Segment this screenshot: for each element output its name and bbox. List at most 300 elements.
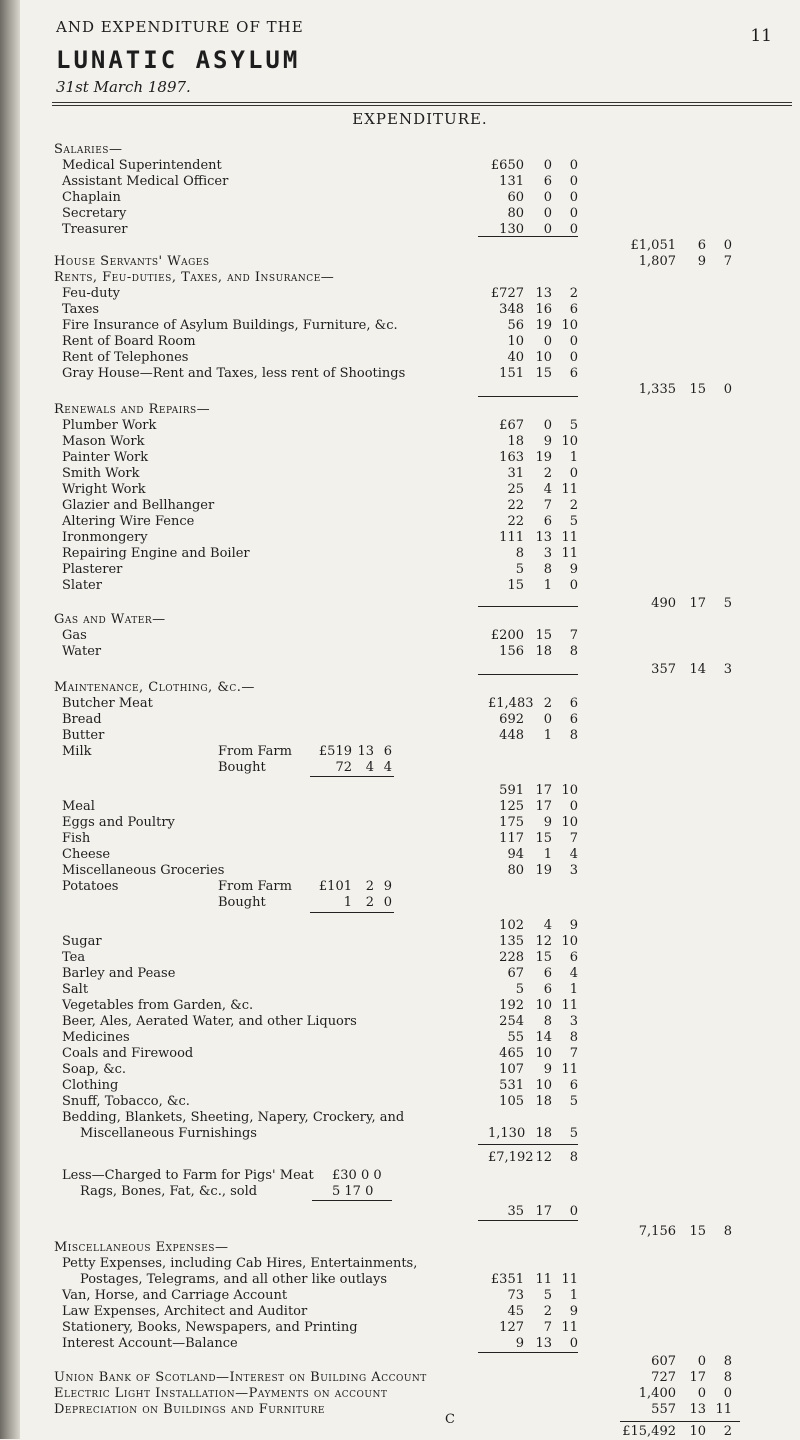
shillings-cell: 15 (535, 628, 552, 643)
total-shillings-cell: 17 (689, 596, 706, 611)
table-row (0, 1184, 800, 1200)
section-heading: Electric Light Installation—Payments on account (54, 1386, 388, 1401)
page-number: 11 (750, 26, 772, 46)
pence-cell: 8 (569, 1150, 578, 1165)
line-item-label: Feu-duty (62, 286, 121, 301)
table-row (0, 1424, 800, 1440)
pounds-cell: 80 (507, 863, 524, 878)
shillings-cell: 1 (543, 578, 552, 593)
pounds-cell: 348 (499, 302, 524, 317)
line-item-label: Water (62, 644, 102, 659)
line-item-label: Interest Account—Balance (62, 1336, 238, 1351)
table-row (0, 934, 800, 950)
table-row (0, 206, 800, 222)
shillings-cell: 3 (543, 546, 552, 561)
pounds-cell: £200 (490, 628, 524, 643)
line-item-label: Painter Work (62, 450, 149, 465)
line-item-label: Potatoes (62, 879, 119, 894)
shillings-cell: 8 (543, 562, 552, 577)
shillings-cell: 16 (535, 302, 552, 317)
pounds-cell: 40 (507, 350, 524, 365)
pence-cell: 11 (561, 1320, 578, 1335)
line-item-label: Clothing (62, 1078, 119, 1093)
sum-rule (478, 1144, 578, 1145)
pence-cell: 6 (569, 302, 578, 317)
table-row (0, 1168, 800, 1184)
line-item-label: Snuff, Tobacco, &c. (62, 1094, 190, 1109)
pence-cell: 0 (569, 206, 578, 221)
pounds-cell: 73 (507, 1288, 524, 1303)
total-pounds-cell: 357 (651, 662, 676, 677)
total-pence-cell: 0 (723, 382, 732, 397)
pounds-cell: 192 (499, 998, 524, 1013)
table-row (0, 1354, 800, 1370)
total-pounds-cell: 607 (651, 1354, 676, 1369)
pence-cell: 0 (569, 158, 578, 173)
total-shillings-cell: 0 (697, 1354, 706, 1369)
table-row (0, 334, 800, 350)
table-row (0, 760, 800, 776)
total-pounds-cell: £1,051 (630, 238, 676, 253)
pence-cell: 8 (569, 728, 578, 743)
table-row (0, 366, 800, 382)
sum-rule (478, 606, 578, 607)
pence-cell: 0 (569, 578, 578, 593)
table-row (0, 895, 800, 911)
table-row (0, 418, 800, 434)
pence-cell: 6 (569, 366, 578, 381)
pence-cell: 11 (561, 530, 578, 545)
total-pence-cell: 8 (723, 1224, 732, 1239)
line-item-label: Medicines (62, 1030, 130, 1045)
shillings-cell: 15 (535, 950, 552, 965)
table-row (0, 270, 800, 286)
shillings-cell: 19 (535, 863, 552, 878)
pounds-cell: 56 (507, 318, 524, 333)
table-row (0, 1272, 800, 1288)
line-item-label: Ironmongery (62, 530, 148, 545)
pounds-cell: 105 (499, 1094, 524, 1109)
pence-cell: 0 (569, 1204, 578, 1219)
table-row (0, 286, 800, 302)
table-row (0, 815, 800, 831)
sum-rule (478, 396, 578, 397)
table-row (0, 1240, 800, 1256)
shillings-cell: 4 (543, 482, 552, 497)
pounds-cell: 163 (499, 450, 524, 465)
pence-cell: 0 (569, 1336, 578, 1351)
line-item-label: Miscellaneous Furnishings (80, 1126, 257, 1141)
pence-cell: 4 (569, 966, 578, 981)
pence-cell: 1 (569, 1288, 578, 1303)
line-item-label: Rags, Bones, Fat, &c., sold (80, 1184, 258, 1199)
table-row (0, 482, 800, 498)
pence-cell: 2 (569, 498, 578, 513)
pence-cell: 7 (569, 628, 578, 643)
table-row (0, 1126, 800, 1142)
line-item-label: Fish (62, 831, 91, 846)
pounds-cell: 25 (507, 482, 524, 497)
table-row (0, 450, 800, 466)
line-item-label: Milk (62, 744, 92, 759)
line-item-label: Bread (62, 712, 102, 727)
asylum-title: LUNATIC ASYLUM (56, 46, 301, 74)
shillings-cell: 2 (543, 696, 552, 711)
pence-cell: 11 (561, 1062, 578, 1077)
section-heading: Rents, Feu-duties, Taxes, and Insurance— (54, 270, 335, 285)
pounds-cell: 80 (507, 206, 524, 221)
section-heading: Union Bank of Scotland—Interest on Building Account (54, 1370, 427, 1385)
table-row (0, 1320, 800, 1336)
table-row (0, 158, 800, 174)
shillings-cell: 0 (543, 158, 552, 173)
total-pence-cell: 0 (723, 1386, 732, 1401)
line-item-label: Gray House—Rent and Taxes, less rent of Shootings (62, 366, 406, 381)
pence-cell: 0 (569, 222, 578, 237)
source-label: Bought (218, 895, 266, 910)
header-line1: AND EXPENDITURE OF THE (56, 18, 304, 36)
pence-cell: 6 (569, 712, 578, 727)
shillings-cell: 19 (535, 450, 552, 465)
sub-shillings-cell: 2 (365, 879, 374, 894)
header-rule-top (52, 102, 792, 103)
line-item-label: Tea (62, 950, 86, 965)
sub-pence-cell: 6 (383, 744, 392, 759)
total-shillings-cell: 0 (697, 1386, 706, 1401)
shillings-cell: 13 (535, 530, 552, 545)
shillings-cell: 19 (535, 318, 552, 333)
total-shillings-cell: 13 (689, 1402, 706, 1417)
pence-cell: 0 (569, 190, 578, 205)
total-shillings-cell: 15 (689, 1224, 706, 1239)
shillings-cell: 9 (543, 815, 552, 830)
shillings-cell: 13 (535, 1336, 552, 1351)
total-pounds-cell: 557 (651, 1402, 676, 1417)
table-row (0, 318, 800, 334)
pence-cell: 10 (561, 815, 578, 830)
table-row (0, 596, 800, 612)
line-item-label: Plasterer (62, 562, 123, 577)
pounds-cell: 117 (499, 831, 524, 846)
table-row (0, 744, 800, 760)
shillings-cell: 10 (535, 350, 552, 365)
shillings-cell: 7 (543, 1320, 552, 1335)
pounds-cell: £650 (490, 158, 524, 173)
shillings-cell: 2 (543, 466, 552, 481)
table-row (0, 1256, 800, 1272)
pounds-cell: 35 (507, 1204, 524, 1219)
sum-rule (312, 1200, 392, 1201)
pounds-cell: 131 (499, 174, 524, 189)
sub-pence-cell: 9 (383, 879, 392, 894)
shillings-cell: 1 (543, 728, 552, 743)
sub-shillings-cell: 4 (365, 760, 374, 775)
pounds-cell: £727 (490, 286, 524, 301)
table-row (0, 190, 800, 206)
line-item-label: Sugar (62, 934, 102, 949)
total-pence-cell: 3 (723, 662, 732, 677)
table-row (0, 546, 800, 562)
pounds-cell: 22 (507, 498, 524, 513)
shillings-cell: 10 (535, 1078, 552, 1093)
pence-cell: 11 (561, 998, 578, 1013)
shillings-cell: 17 (535, 783, 552, 798)
pounds-cell: 18 (507, 434, 524, 449)
table-row (0, 612, 800, 628)
table-row (0, 222, 800, 238)
total-pounds-cell: 490 (651, 596, 676, 611)
table-row (0, 831, 800, 847)
pounds-cell: 8 (515, 546, 524, 561)
shillings-cell: 10 (535, 998, 552, 1013)
table-row (0, 514, 800, 530)
source-label: From Farm (218, 879, 292, 894)
pounds-cell: 130 (499, 222, 524, 237)
table-row (0, 998, 800, 1014)
table-row (0, 254, 800, 270)
pence-cell: 10 (561, 934, 578, 949)
section-heading: Miscellaneous Expenses— (54, 1240, 229, 1255)
report-date: 31st March 1897. (56, 78, 191, 96)
table-row (0, 662, 800, 678)
total-pence-cell: 5 (723, 596, 732, 611)
pounds-cell: £1,483 (488, 696, 534, 711)
shillings-cell: 0 (543, 190, 552, 205)
table-row (0, 1014, 800, 1030)
total-pounds-cell: 1,335 (638, 382, 676, 397)
table-row (0, 1110, 800, 1126)
table-row (0, 466, 800, 482)
table-row (0, 1094, 800, 1110)
pounds-cell: 15 (507, 578, 524, 593)
pounds-cell: 127 (499, 1320, 524, 1335)
pounds-cell: 22 (507, 514, 524, 529)
line-item-label: Fire Insurance of Asylum Buildings, Furniture, &c. (62, 318, 398, 333)
sub-pounds-cell: 1 (343, 895, 352, 910)
line-item-label: Repairing Engine and Boiler (62, 546, 250, 561)
line-item-label: Salt (62, 982, 89, 997)
sub-pounds-cell: 72 (335, 760, 352, 775)
line-item-label: Wright Work (62, 482, 146, 497)
line-item-label: Soap, &c. (62, 1062, 127, 1077)
total-pounds-cell: 727 (651, 1370, 676, 1385)
table-row (0, 1288, 800, 1304)
line-item-label: Altering Wire Fence (62, 514, 195, 529)
table-row (0, 434, 800, 450)
table-row (0, 918, 800, 934)
pounds-cell: £67 (499, 418, 524, 433)
sum-rule (310, 912, 394, 913)
source-label: From Farm (218, 744, 292, 759)
sum-rule (478, 674, 578, 675)
shillings-cell: 9 (543, 1062, 552, 1077)
table-row (0, 799, 800, 815)
line-item-label: Cheese (62, 847, 111, 862)
shillings-cell: 1 (543, 847, 552, 862)
table-row (0, 628, 800, 644)
pence-cell: 3 (569, 863, 578, 878)
line-item-label: Plumber Work (62, 418, 157, 433)
table-row (0, 696, 800, 712)
table-row (0, 350, 800, 366)
table-row (0, 966, 800, 982)
pence-cell: 3 (569, 1014, 578, 1029)
pence-cell: 6 (569, 950, 578, 965)
pence-cell: 5 (569, 418, 578, 433)
table-row (0, 382, 800, 398)
source-label: Bought (218, 760, 266, 775)
line-item-label: Less—Charged to Farm for Pigs' Meat (62, 1168, 314, 1183)
section-heading: Maintenance, Clothing, &c.— (54, 680, 255, 695)
sub-shillings-cell: 2 (365, 895, 374, 910)
deduction-amount: 5 17 0 (332, 1184, 374, 1199)
table-row (0, 238, 800, 254)
line-item-label: Assistant Medical Officer (62, 174, 229, 189)
line-item-label: Butter (62, 728, 105, 743)
line-item-label: Gas (62, 628, 87, 643)
shillings-cell: 10 (535, 1046, 552, 1061)
total-pence-cell: 8 (723, 1370, 732, 1385)
sub-pounds-cell: £101 (318, 879, 352, 894)
line-item-label: Barley and Pease (62, 966, 176, 981)
shillings-cell: 5 (543, 1288, 552, 1303)
table-row (0, 578, 800, 594)
total-shillings-cell: 10 (689, 1424, 706, 1439)
table-row (0, 1030, 800, 1046)
total-pence-cell: 8 (723, 1354, 732, 1369)
sum-rule (478, 236, 578, 237)
pounds-cell: 531 (499, 1078, 524, 1093)
pounds-cell: 254 (499, 1014, 524, 1029)
table-row (0, 1402, 800, 1418)
pence-cell: 2 (569, 286, 578, 301)
shillings-cell: 18 (535, 1094, 552, 1109)
sub-shillings-cell: 13 (357, 744, 374, 759)
line-item-label: Smith Work (62, 466, 140, 481)
shillings-cell: 6 (543, 982, 552, 997)
header-rule-bottom (52, 105, 792, 106)
pounds-cell: 111 (499, 530, 524, 545)
sub-pence-cell: 0 (383, 895, 392, 910)
table-row (0, 712, 800, 728)
pounds-cell: 1,130 (488, 1126, 526, 1141)
pence-cell: 0 (569, 174, 578, 189)
shillings-cell: 18 (535, 644, 552, 659)
line-item-label: Secretary (62, 206, 127, 221)
pence-cell: 6 (569, 696, 578, 711)
pence-cell: 10 (561, 783, 578, 798)
pence-cell: 0 (569, 466, 578, 481)
sub-pounds-cell: £519 (318, 744, 352, 759)
line-item-label: Eggs and Poultry (62, 815, 175, 830)
pounds-cell: 175 (499, 815, 524, 830)
table-row (0, 1386, 800, 1402)
shillings-cell: 11 (535, 1272, 552, 1287)
pence-cell: 10 (561, 434, 578, 449)
pence-cell: 9 (569, 562, 578, 577)
line-item-label: Chaplain (62, 190, 121, 205)
table-row (0, 174, 800, 190)
pounds-cell: £351 (490, 1272, 524, 1287)
shillings-cell: 0 (543, 222, 552, 237)
signature-mark: C (445, 1412, 455, 1427)
pence-cell: 0 (569, 799, 578, 814)
line-item-label: Van, Horse, and Carriage Account (62, 1288, 288, 1303)
sub-pence-cell: 4 (383, 760, 392, 775)
section-heading: Salaries— (54, 142, 123, 157)
shillings-cell: 15 (535, 831, 552, 846)
shillings-cell: 0 (543, 712, 552, 727)
pence-cell: 5 (569, 514, 578, 529)
table-row (0, 863, 800, 879)
total-shillings-cell: 15 (689, 382, 706, 397)
table-row (0, 1304, 800, 1320)
pounds-cell: 135 (499, 934, 524, 949)
table-row (0, 783, 800, 799)
pence-cell: 1 (569, 450, 578, 465)
table-row (0, 1046, 800, 1062)
pence-cell: 9 (569, 1304, 578, 1319)
pounds-cell: 5 (515, 982, 524, 997)
shillings-cell: 18 (535, 1126, 552, 1141)
pounds-cell: 448 (499, 728, 524, 743)
table-row (0, 562, 800, 578)
shillings-cell: 8 (543, 1014, 552, 1029)
shillings-cell: 17 (535, 1204, 552, 1219)
total-pounds-cell: 7,156 (638, 1224, 676, 1239)
table-row (0, 1336, 800, 1352)
shillings-cell: 0 (543, 418, 552, 433)
pounds-cell: 151 (499, 366, 524, 381)
shillings-cell: 0 (543, 206, 552, 221)
total-pounds-cell: 1,400 (638, 1386, 676, 1401)
section-heading: Gas and Water— (54, 612, 166, 627)
total-pounds-cell: £15,492 (622, 1424, 676, 1439)
pence-cell: 5 (569, 1126, 578, 1141)
section-heading: Renewals and Repairs— (54, 402, 211, 417)
total-pence-cell: 7 (723, 254, 732, 269)
shillings-cell: 4 (543, 918, 552, 933)
line-item-label: Treasurer (62, 222, 128, 237)
pence-cell: 11 (561, 546, 578, 561)
deduction-amount: £30 0 0 (332, 1168, 382, 1183)
line-item-label: Coals and Firewood (62, 1046, 194, 1061)
pounds-cell: 60 (507, 190, 524, 205)
pence-cell: 0 (569, 350, 578, 365)
pounds-cell: 102 (499, 918, 524, 933)
pence-cell: 8 (569, 644, 578, 659)
sum-rule (620, 1421, 740, 1422)
total-shillings-cell: 17 (689, 1370, 706, 1385)
line-item-label: Law Expenses, Architect and Auditor (62, 1304, 308, 1319)
total-pence-cell: 11 (715, 1402, 732, 1417)
table-row (0, 402, 800, 418)
pounds-cell: 465 (499, 1046, 524, 1061)
sum-rule (478, 1352, 578, 1353)
shillings-cell: 6 (543, 514, 552, 529)
table-row (0, 950, 800, 966)
pounds-cell: 10 (507, 334, 524, 349)
line-item-label: Beer, Ales, Aerated Water, and other Liquors (62, 1014, 357, 1029)
table-row (0, 644, 800, 660)
line-item-label: Bedding, Blankets, Sheeting, Napery, Crockery, and (62, 1110, 405, 1125)
line-item-label: Taxes (62, 302, 100, 317)
line-item-label: Mason Work (62, 434, 145, 449)
line-item-label: Meal (62, 799, 95, 814)
table-row (0, 530, 800, 546)
table-row (0, 1204, 800, 1220)
total-shillings-cell: 6 (697, 238, 706, 253)
